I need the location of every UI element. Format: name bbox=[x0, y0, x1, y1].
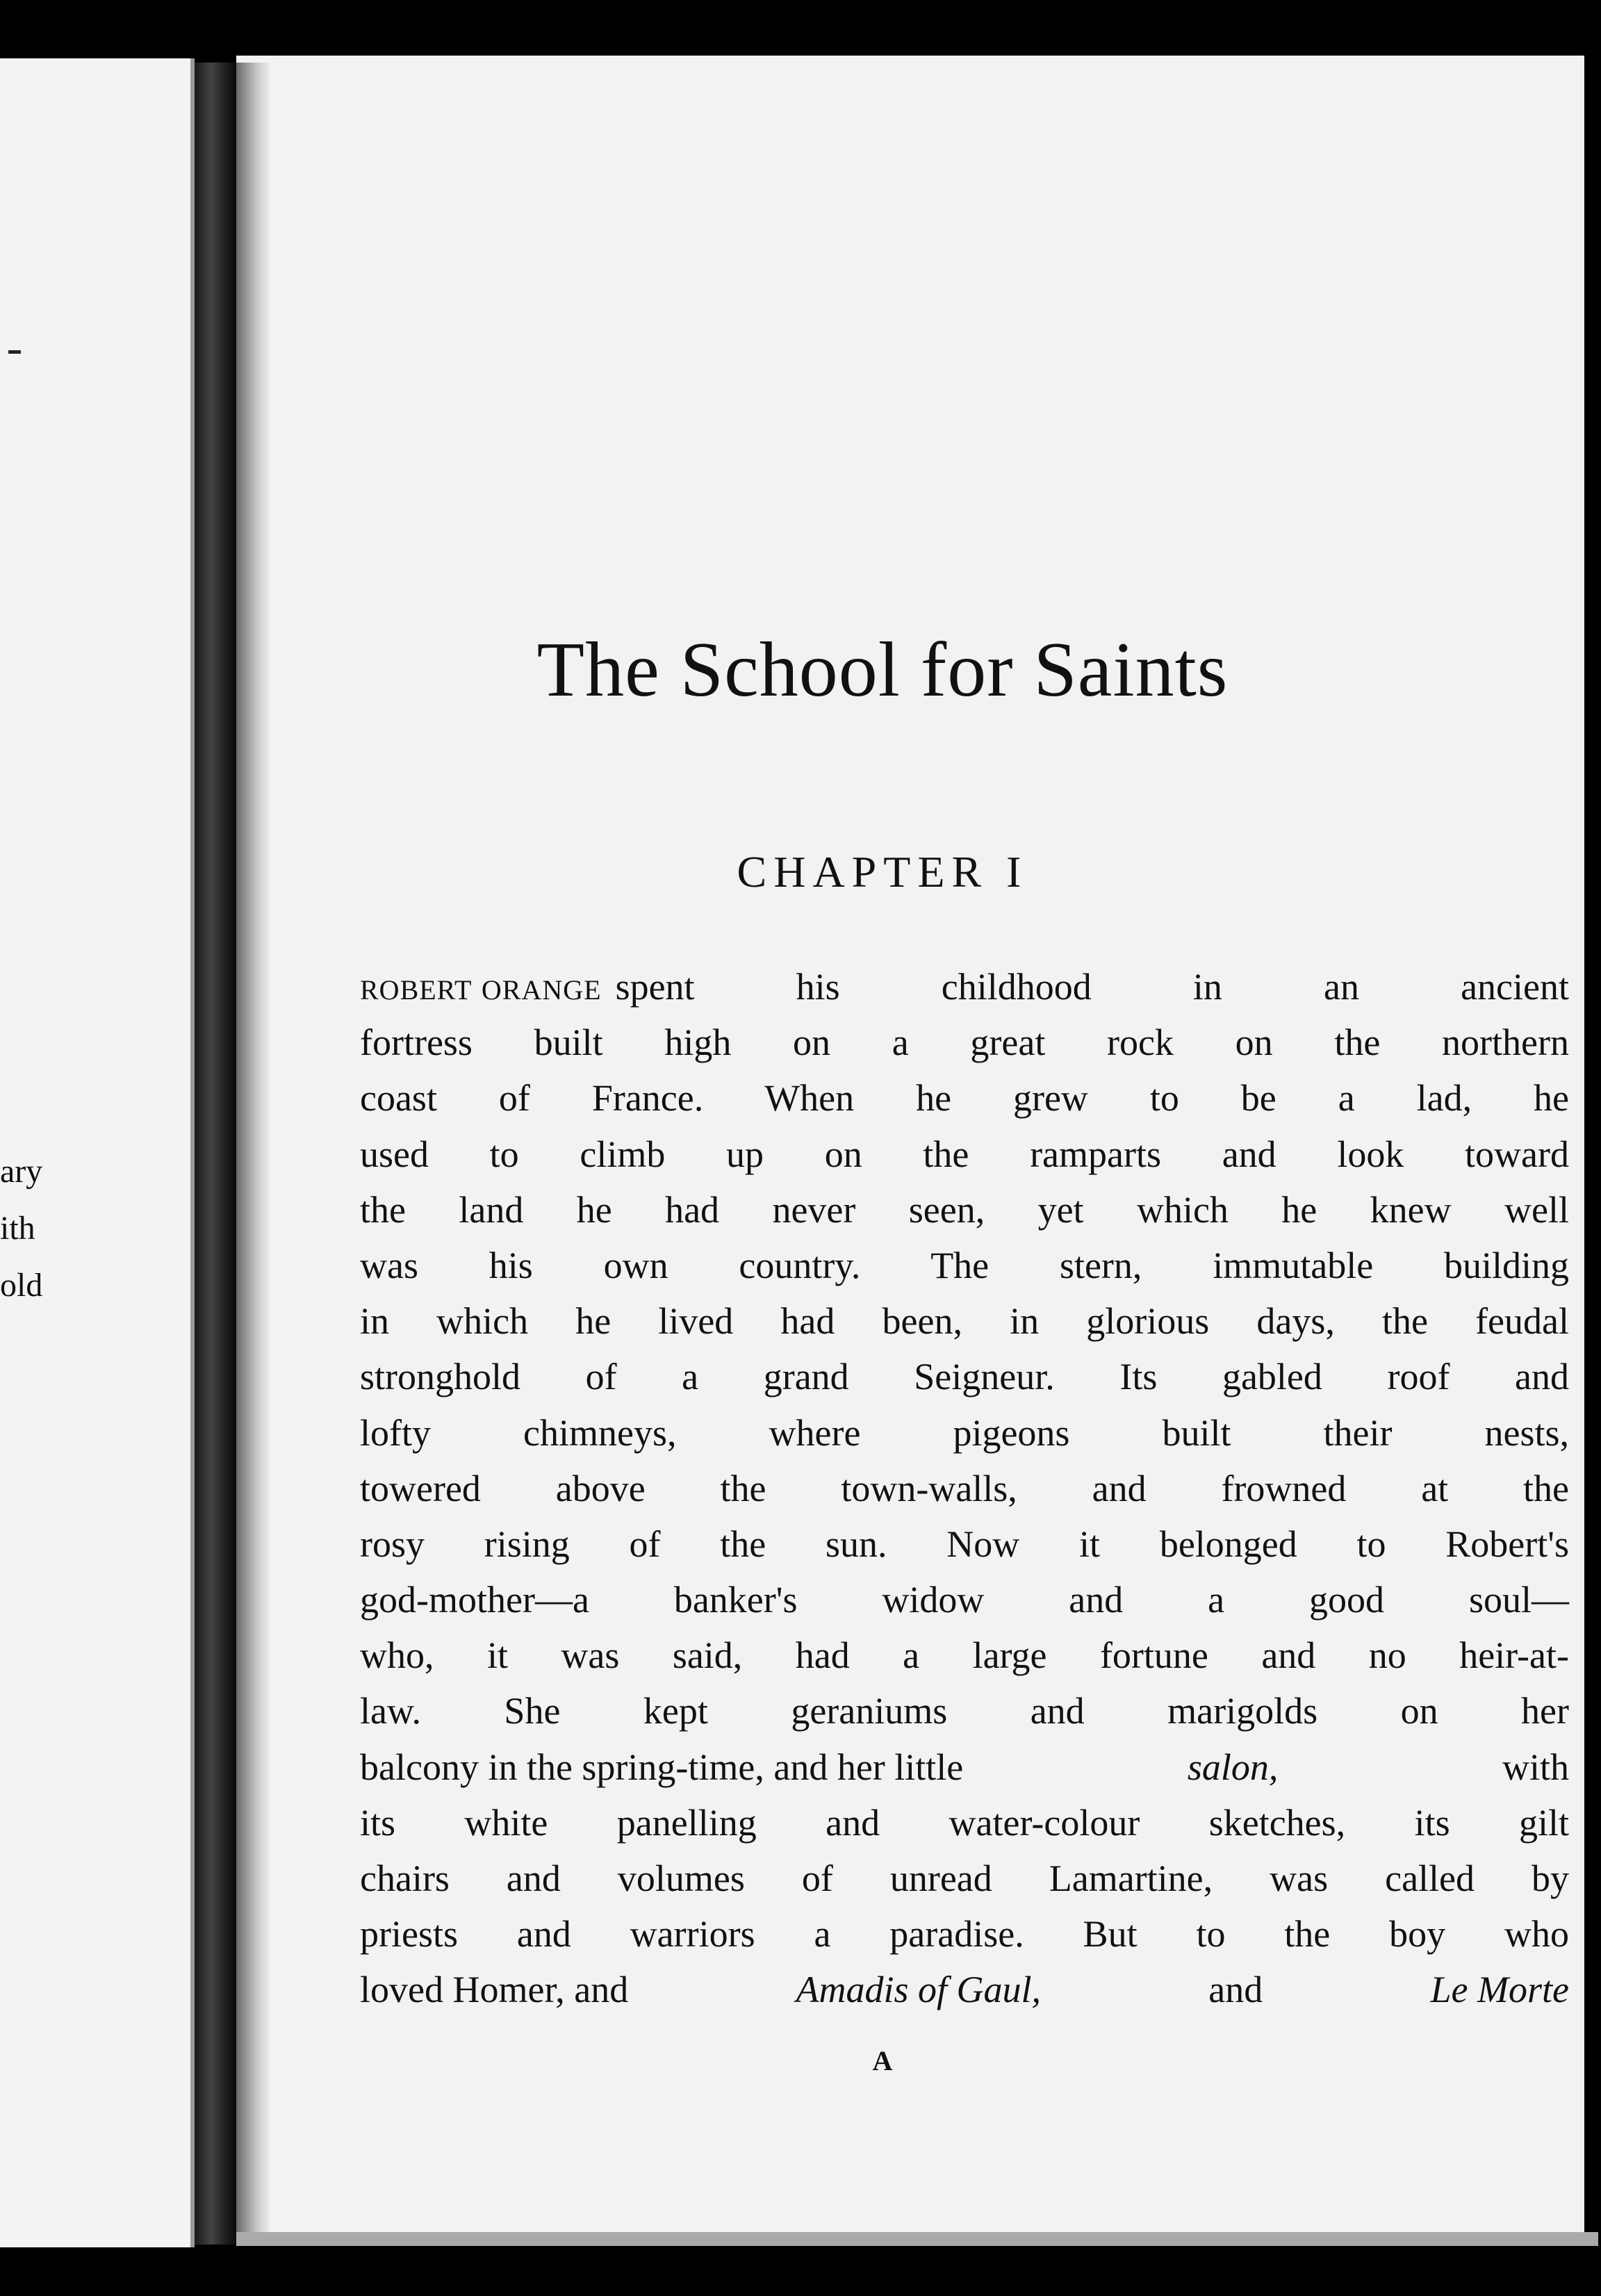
text-line-content: loved Homer, and bbox=[360, 1969, 629, 2011]
book-gutter bbox=[195, 63, 236, 2245]
italic-title: Le Morte bbox=[1430, 1969, 1569, 2011]
text-line bbox=[360, 1349, 1569, 1404]
left-page-fragment: ith bbox=[0, 1210, 35, 1247]
small-caps-name bbox=[360, 959, 602, 1015]
text-line-content: who, it was said, had a large fortune and no heir-at- bbox=[360, 1634, 1569, 1677]
gutter-shadow bbox=[236, 63, 271, 2245]
text-line bbox=[360, 1405, 1569, 1461]
page-bottom-edge bbox=[236, 2232, 1598, 2246]
text-line bbox=[360, 1015, 1569, 1070]
italic-word: salon, bbox=[1187, 1746, 1279, 1788]
small-caps-word: ORANGE bbox=[481, 974, 602, 1006]
text-line bbox=[360, 1461, 1569, 1516]
text-line bbox=[360, 1683, 1569, 1739]
book-title: The School for Saints bbox=[536, 627, 1229, 713]
left-page-fragment: old bbox=[0, 1267, 43, 1304]
text-line-content: with bbox=[1502, 1746, 1569, 1788]
chapter-heading: CHAPTER I bbox=[737, 847, 1028, 896]
text-line-rest: spent his childhood in an ancient bbox=[615, 966, 1569, 1008]
small-caps-word: ROBERT bbox=[360, 974, 473, 1006]
text-line bbox=[360, 1182, 1569, 1238]
italic-title: Amadis of Gaul, bbox=[796, 1969, 1042, 2011]
text-line-content: and bbox=[1208, 1969, 1263, 2011]
text-line bbox=[360, 1962, 1569, 2017]
text-line-content: the land he had never seen, yet which he knew well bbox=[360, 1188, 1569, 1231]
text-line bbox=[360, 1627, 1569, 1683]
text-line-content: fortress built high on a great rock on the northern bbox=[360, 1022, 1569, 1064]
text-line bbox=[360, 1739, 1569, 1795]
text-line bbox=[360, 1795, 1569, 1851]
text-line bbox=[360, 1238, 1569, 1293]
signature-mark: A bbox=[872, 2045, 893, 2076]
text-line-content: rosy rising of the sun. Now it belonged to Robert's bbox=[360, 1523, 1569, 1565]
left-page-fragment: ary bbox=[0, 1153, 43, 1190]
text-line bbox=[360, 1906, 1569, 1962]
text-line-content: god-mother—a banker's widow and a good soul— bbox=[360, 1579, 1569, 1621]
text-line bbox=[360, 959, 1569, 1015]
text-line-content: towered above the town-walls, and frowned at the bbox=[360, 1467, 1569, 1509]
text-line-content: balcony in the spring-time, and her little bbox=[360, 1746, 964, 1788]
text-line bbox=[360, 1070, 1569, 1126]
text-line-content: its white panelling and water-colour sketches, its gilt bbox=[360, 1801, 1569, 1844]
text-line-content: used to climb up on the ramparts and look toward bbox=[360, 1133, 1569, 1175]
text-line-content: coast of France. When he grew to be a lad, he bbox=[360, 1077, 1569, 1120]
left-page-dash-mark bbox=[8, 350, 21, 354]
text-line bbox=[360, 1572, 1569, 1627]
text-line-content: stronghold of a grand Seigneur. Its gabled roof and bbox=[360, 1356, 1569, 1398]
body-text bbox=[360, 959, 1569, 2018]
text-line-content: lofty chimneys, where pigeons built their nests, bbox=[360, 1411, 1569, 1454]
text-line-content: law. She kept geraniums and marigolds on her bbox=[360, 1690, 1569, 1732]
text-line-content: chairs and volumes of unread Lamartine, was called by bbox=[360, 1858, 1569, 1899]
text-line bbox=[360, 1851, 1569, 1906]
text-line-content: was his own country. The stern, immutable building bbox=[360, 1244, 1569, 1286]
text-line bbox=[360, 1516, 1569, 1572]
text-line bbox=[360, 1293, 1569, 1349]
text-line bbox=[360, 1126, 1569, 1182]
main-page bbox=[236, 56, 1584, 2232]
text-line-content: priests and warriors a paradise. But to the boy who bbox=[360, 1913, 1569, 1955]
left-facing-page bbox=[0, 58, 195, 2247]
text-line-content: in which he lived had been, in glorious days, the feudal bbox=[360, 1300, 1569, 1343]
